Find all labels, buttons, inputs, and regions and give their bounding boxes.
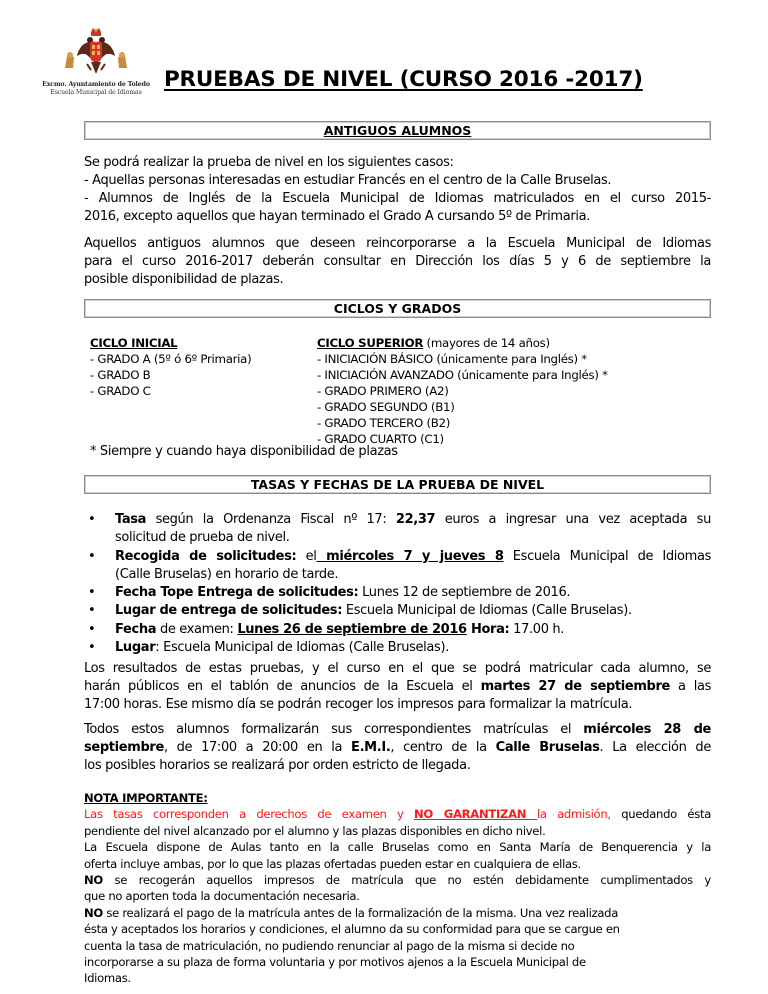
location: Calle Bruselas [495, 740, 600, 755]
ciclo-superior [317, 335, 608, 447]
ciclos-footnote [90, 443, 717, 461]
bullet-dot-icon: • [88, 640, 96, 656]
text-line: los posibles horarios se realizará por orden estricto de llegada. [84, 758, 471, 773]
label: Lugar de entrega de solicitudes: [115, 603, 343, 619]
enrolment-date: septiembre [84, 740, 164, 755]
warning-emphasis: NO GARANTIZAN [414, 807, 537, 822]
text: Escuela Municipal de Idiomas (Calle Bruselas). [342, 603, 632, 619]
resultados-paragraph [84, 660, 711, 714]
amount: 22,37 [395, 512, 436, 527]
list-item-fecha-examen [84, 621, 711, 639]
label: Fecha Tope Entrega de solicitudes: [115, 585, 359, 601]
grado-item: - GRADO A (5º ó 6º Primaria) [90, 352, 252, 366]
list-item-tasa [84, 511, 711, 548]
exam-date: Lunes 26 de septiembre de 2016 [237, 621, 467, 637]
bullet-dot-icon: • [88, 621, 96, 637]
bullet-dot-icon: • [88, 585, 96, 601]
nota-importante [84, 790, 711, 987]
text: Lunes 12 de septiembre de 2016. [358, 585, 571, 601]
text: harán públicos en el tablón de anuncios de la Escuela el [84, 679, 481, 694]
results-date: martes 27 de septiembre [480, 679, 671, 694]
label: Lugar [115, 640, 156, 656]
text-line: oferta incluye ambas, por lo que las plazas ofertadas pueden estar en cualquiera de ellas. [84, 856, 581, 871]
text: Escuela Municipal de Idiomas [503, 548, 711, 564]
text: , de 17:00 a 20:00 en la [163, 740, 352, 755]
logo-line-1: Excmo. Ayuntamiento de Toledo [42, 81, 150, 88]
text-line: pendiente del nivel alcanzado por el alumno y las plazas disponibles en dicho nivel. [84, 823, 546, 838]
text: el [296, 548, 317, 564]
section-title: ANTIGUOS ALUMNOS [323, 123, 472, 138]
text: : Escuela Municipal de Idiomas (Calle Bruselas). [155, 640, 449, 656]
footnote-text: * Siempre y cuando haya disponibilidad de plazas [90, 444, 398, 459]
warning-text: Las tasas corresponden a derechos de examen y [84, 807, 415, 822]
page-title: PRUEBAS DE NIVEL (CURSO 2016 -2017) [164, 67, 643, 92]
text-line: ésta y aceptados los horarios y condiciones, el alumno da su conformidad para que se cargue en [84, 922, 620, 937]
label: Recogida de solicitudes: [115, 548, 297, 564]
matriculas-paragraph [84, 721, 711, 775]
ciclo-superior-title: CICLO SUPERIOR [317, 336, 424, 350]
bullet-dot-icon: • [88, 603, 96, 619]
nota-heading: NOTA IMPORTANTE: [84, 791, 208, 805]
warning-text: la admisión, [536, 807, 611, 822]
case-ingles-1: - Alumnos de Inglés de la Escuela Municipal de Idiomas matriculados en el curso 2015- [84, 191, 711, 206]
text: Todos estos alumnos formalizarán sus correspondientes matrículas el [84, 722, 584, 737]
text: , centro de la [390, 740, 496, 755]
case-frances: - Aquellas personas interesadas en estudiar Francés en el centro de la Calle Bruselas. [84, 173, 612, 188]
section-header-antiguos [84, 121, 711, 140]
logo-line-2: Escuela Municipal de Idiomas [50, 89, 142, 96]
no-emphasis: NO [84, 905, 103, 920]
text-line: 17:00 horas. Ese mismo día se podrán recoger los impresos para formalizar la matrícula. [84, 697, 633, 712]
section-header-ciclos [84, 299, 711, 318]
list-item-lugar-entrega [84, 602, 711, 620]
case-ingles-2: 2016, excepto aquellos que hayan terminado el Grado A cursando 5º de Primaria. [84, 209, 590, 224]
ciclo-inicial [90, 335, 251, 399]
no-emphasis: NO [84, 873, 103, 888]
text: se realizará el pago de la matrícula antes de la formalización de la misma. Una vez realizada [102, 905, 619, 920]
tasas-list [84, 511, 711, 657]
bullet-dot-icon: • [88, 512, 96, 527]
grado-item: - GRADO CUARTO (C1) [317, 432, 444, 446]
grado-item: - GRADO PRIMERO (A2) [317, 384, 449, 398]
grado-item: - GRADO B [90, 368, 151, 382]
grado-item: - GRADO C [90, 384, 151, 398]
logo [33, 28, 159, 98]
text-line: que no aporten toda la documentación necesaria. [84, 889, 360, 904]
bullet-dot-icon: • [88, 548, 96, 564]
list-item-fecha-tope [84, 584, 711, 602]
text: . La elección de [599, 740, 711, 755]
grado-item: - INICIACIÓN BÁSICO (únicamente para Inglés) * [317, 352, 587, 366]
label: Hora: [466, 621, 510, 637]
section-title: TASAS Y FECHAS DE LA PRUEBA DE NIVEL [250, 477, 545, 492]
dates: miércoles 7 y jueves 8 [316, 548, 504, 564]
reinc-line-2: para el curso 2016-2017 deberán consultar en Dirección los días 5 y 6 de septiembre la [84, 254, 711, 269]
text: quedando ésta [610, 807, 711, 822]
section-header-tasas [84, 475, 711, 494]
text-line: incorporarse a su plaza de forma voluntaria y por motivos ajenos a la Escuela Municipal de [84, 955, 586, 970]
grado-item: - GRADO SEGUNDO (B1) [317, 400, 455, 414]
text: euros a ingresar una vez aceptada su [435, 512, 711, 527]
text-line: Los resultados de estas pruebas, y el curso en el que se podrá matricular cada alumno, se [84, 661, 711, 676]
grado-item: - GRADO TERCERO (B2) [317, 416, 451, 430]
text: se recogerán aquellos impresos de matrícula que no estén debidamente cumplimentados y [102, 873, 711, 888]
school-abbr: E.M.I. [351, 740, 391, 755]
reinc-line-1: Aquellos antiguos alumnos que deseen reincorporarse a la Escuela Municipal de Idiomas [84, 236, 711, 251]
antiguos-cases [84, 154, 711, 226]
label: Tasa [115, 512, 147, 527]
text: a las [670, 679, 712, 694]
ciclo-superior-subtitle: (mayores de 14 años) [423, 336, 550, 350]
text-line: cuenta la tasa de matriculación, no pudiendo renunciar al pago de la misma si decide no [84, 938, 575, 953]
text: de examen: [156, 621, 238, 637]
exam-time: 17.00 h. [509, 621, 565, 637]
cases-intro: Se podrá realizar la prueba de nivel en los siguientes casos: [84, 155, 454, 170]
list-item-lugar [84, 639, 711, 657]
ciclo-inicial-title: CICLO INICIAL [90, 336, 178, 350]
text: según la Ordenanza Fiscal nº 17: [146, 512, 396, 527]
grado-item: - INICIACIÓN AVANZADO (únicamente para Inglés) * [317, 368, 608, 382]
list-item-recogida [84, 548, 711, 585]
section-title: CICLOS Y GRADOS [333, 301, 462, 316]
enrolment-date: miércoles 28 de [583, 722, 711, 737]
toledo-coat-of-arms-icon [61, 28, 131, 80]
reincorporacion-paragraph [84, 235, 711, 289]
label: Fecha [115, 621, 157, 637]
text: solicitud de prueba de nivel. [115, 530, 290, 546]
text-line: La Escuela dispone de Aulas tanto en la calle Bruselas como en Santa María de Benquerencia y la [84, 840, 711, 855]
text: (Calle Bruselas) en horario de tarde. [115, 566, 339, 582]
reinc-line-3: posible disponibilidad de plazas. [84, 272, 284, 287]
text-line: Idiomas. [84, 971, 131, 986]
